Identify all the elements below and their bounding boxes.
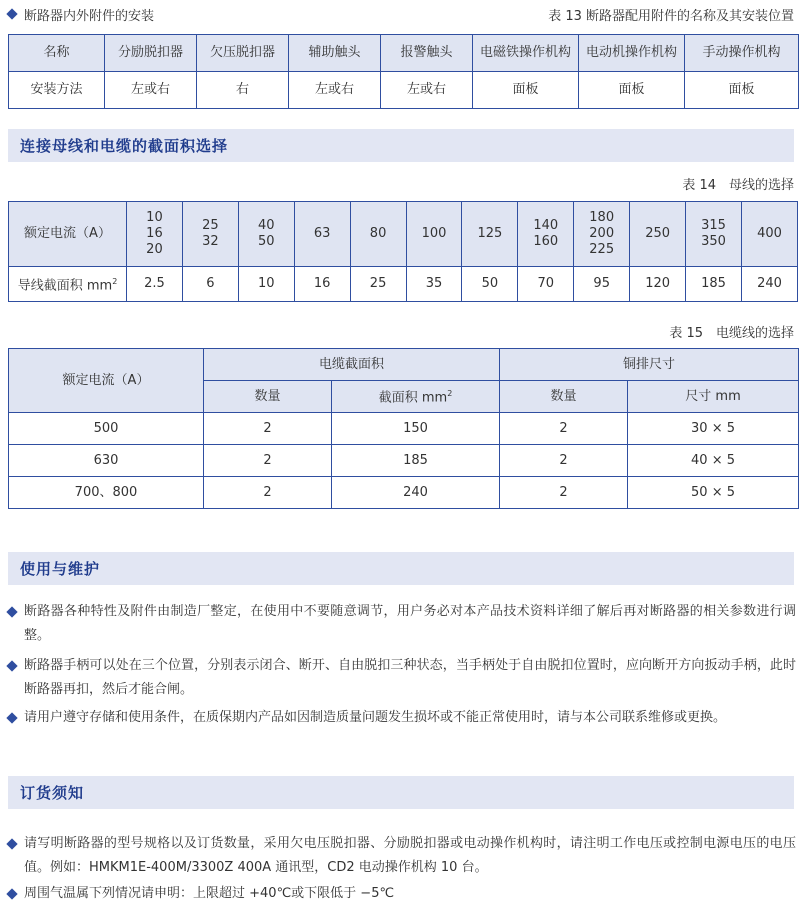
area-cell: 120	[630, 267, 686, 302]
table-cell: 2	[500, 477, 628, 509]
table-cell: 面板	[685, 72, 799, 109]
busbar-current-row	[9, 202, 798, 267]
cable-header-row	[9, 349, 799, 381]
cable-area-header-text: 截面积 mm	[378, 390, 448, 406]
table-cell: 2	[204, 445, 332, 477]
rated-current-value: 10	[146, 210, 163, 225]
rated-current-cell	[741, 202, 797, 267]
table-cell: 50 × 5	[628, 477, 799, 509]
table-cell: 30 × 5	[628, 413, 799, 445]
table-cell: 左或右	[105, 72, 197, 109]
table-cell: 2	[500, 445, 628, 477]
rated-current-value: 140	[533, 218, 559, 233]
table-row	[9, 72, 799, 109]
table-cell: 150	[332, 413, 500, 445]
diamond-bullet-icon	[6, 712, 17, 723]
table-cell: 左或右	[289, 72, 381, 109]
table-header-cell: 辅助触头	[289, 35, 381, 72]
table-cell: 40 × 5	[628, 445, 799, 477]
list-item-text: 请用户遵守存储和使用条件，在质保期内产品如因制造质量问题发生损坏或不能正常使用时，请与本公司联系维修或更换。	[24, 710, 727, 725]
accessories-table	[8, 34, 799, 109]
diamond-bullet-icon	[6, 660, 17, 671]
cable-table	[8, 348, 799, 509]
diamond-bullet-icon	[6, 888, 17, 899]
rated-current-cell	[182, 202, 238, 267]
table-header-cell: 名称	[9, 35, 105, 72]
rated-current-cell	[462, 202, 518, 267]
list-item-text: 断路器各种特性及附件由制造厂整定，在使用中不要随意调节，用户务必对本产品技术资料详细了解后再对断路器的相关参数进行调整。	[24, 604, 796, 643]
area-label-sup: 2	[112, 276, 118, 286]
table14-caption: 表 14 母线的选择	[682, 178, 794, 193]
table-cell: 右	[197, 72, 289, 109]
table-row	[9, 477, 799, 509]
rated-current-value: 180	[589, 210, 615, 225]
area-label-text: 导线截面积 mm	[17, 278, 113, 294]
table-cell: 安装方法	[9, 72, 105, 109]
rated-current-value: 20	[146, 242, 163, 257]
rated-current-cell	[574, 202, 630, 267]
accessories-heading-text: 断路器内外附件的安装	[24, 8, 155, 24]
table-cell: 500	[9, 413, 204, 445]
area-label	[9, 267, 127, 302]
list-item-text: 请写明断路器的型号规格以及订货数量，采用欠电压脱扣器、分励脱扣器或电动操作机构时，请注明工作电压或控制电源电压的电压值。例如：HMKM1E-400M/3300Z 400A 通讯型，CD2 电动操作机构 10 台。	[24, 836, 796, 875]
table-row	[9, 445, 799, 477]
table-header-cell: 分励脱扣器	[105, 35, 197, 72]
table-cell: 240	[332, 477, 500, 509]
section-title-use: 使用与维护	[8, 552, 794, 585]
rated-current-value: 315	[701, 218, 726, 233]
area-cell: 35	[406, 267, 462, 302]
list-item	[6, 654, 796, 702]
table-cell: 左或右	[381, 72, 473, 109]
accessories-heading	[0, 5, 154, 24]
table-cell: 2	[500, 413, 628, 445]
area-cell: 240	[741, 267, 797, 302]
rated-current-value: 80	[369, 226, 387, 241]
list-item-text: 断路器手柄可以处在三个位置，分别表示闭合、断开、自由脱扣三种状态，当手柄处于自由脱扣位置时，应向断开方向扳动手柄，此时断路器再扣，然后才能合闸。	[24, 658, 796, 697]
table-cell: 面板	[579, 72, 685, 109]
rated-current-cell	[406, 202, 462, 267]
table-cell: 2	[204, 477, 332, 509]
table-header-cell: 报警触头	[381, 35, 473, 72]
table-cell: 185	[332, 445, 500, 477]
table-cell: 630	[9, 445, 204, 477]
area-cell: 70	[518, 267, 574, 302]
list-item-text: 周围气温属下列情况请申明：上限超过 +40℃或下限低于 −5℃	[24, 886, 395, 901]
rated-current-value: 100	[421, 226, 447, 241]
area-cell: 95	[574, 267, 630, 302]
busbar-area-row	[9, 267, 798, 302]
rated-current-cell	[127, 202, 183, 267]
rated-current-value: 400	[757, 226, 782, 241]
cable-area-header	[332, 381, 500, 413]
list-item	[6, 706, 796, 730]
accessories-header-row	[9, 35, 799, 72]
rated-current-value: 25	[202, 218, 219, 233]
rated-current-value: 50	[257, 234, 275, 249]
diamond-bullet-icon	[6, 606, 17, 617]
accessories-heading-row	[0, 4, 800, 24]
rated-current-value: 350	[701, 234, 726, 249]
area-cell: 185	[686, 267, 742, 302]
area-cell: 6	[182, 267, 238, 302]
rated-current-value: 160	[533, 234, 559, 249]
table-header-cell: 欠压脱扣器	[197, 35, 289, 72]
copper-qty-header: 数量	[500, 381, 628, 413]
table-cell: 2	[204, 413, 332, 445]
table-cell: 面板	[473, 72, 579, 109]
rated-current-label: 额定电流（A）	[9, 202, 127, 267]
rated-current-value: 63	[313, 226, 331, 241]
rated-current-value: 40	[257, 218, 275, 233]
rated-current-cell	[238, 202, 294, 267]
table-header-cell: 电磁铁操作机构	[473, 35, 579, 72]
diamond-bullet-icon	[6, 838, 17, 849]
rated-current-value: 125	[477, 226, 503, 241]
table-header-cell: 手动操作机构	[685, 35, 799, 72]
rated-current-value: 32	[202, 234, 219, 249]
rated-current-cell	[294, 202, 350, 267]
area-cell: 25	[350, 267, 406, 302]
rated-current-cell	[518, 202, 574, 267]
copper-size-header: 尺寸 mm	[628, 381, 799, 413]
list-item	[6, 882, 796, 906]
table-cell: 700、800	[9, 477, 204, 509]
rated-current-cell	[686, 202, 742, 267]
cable-rated-current-header: 额定电流（A）	[9, 349, 204, 413]
table-row	[9, 413, 799, 445]
diamond-bullet-icon	[6, 8, 17, 19]
area-cell: 10	[238, 267, 294, 302]
area-cell: 16	[294, 267, 350, 302]
rated-current-value: 200	[589, 226, 615, 241]
section-title-order: 订货须知	[8, 776, 794, 809]
busbar-table	[8, 201, 798, 302]
rated-current-cell	[630, 202, 686, 267]
list-item	[6, 832, 796, 880]
rated-current-cell	[350, 202, 406, 267]
area-cell: 50	[462, 267, 518, 302]
cable-area-group-header: 电缆截面积	[204, 349, 500, 381]
cable-qty-header: 数量	[204, 381, 332, 413]
table15-caption: 表 15 电缆线的选择	[669, 326, 794, 341]
section-title-busbar: 连接母线和电缆的截面积选择	[8, 129, 794, 162]
table-header-cell: 电动机操作机构	[579, 35, 685, 72]
copper-size-group-header: 铜排尺寸	[500, 349, 799, 381]
rated-current-value: 225	[589, 242, 615, 257]
cable-area-header-sup: 2	[447, 389, 453, 399]
area-cell: 2.5	[127, 267, 183, 302]
rated-current-value: 16	[146, 226, 163, 241]
list-item	[6, 600, 796, 648]
rated-current-value: 250	[645, 226, 671, 241]
table13-caption: 表 13 断路器配用附件的名称及其安装位置	[548, 8, 794, 24]
